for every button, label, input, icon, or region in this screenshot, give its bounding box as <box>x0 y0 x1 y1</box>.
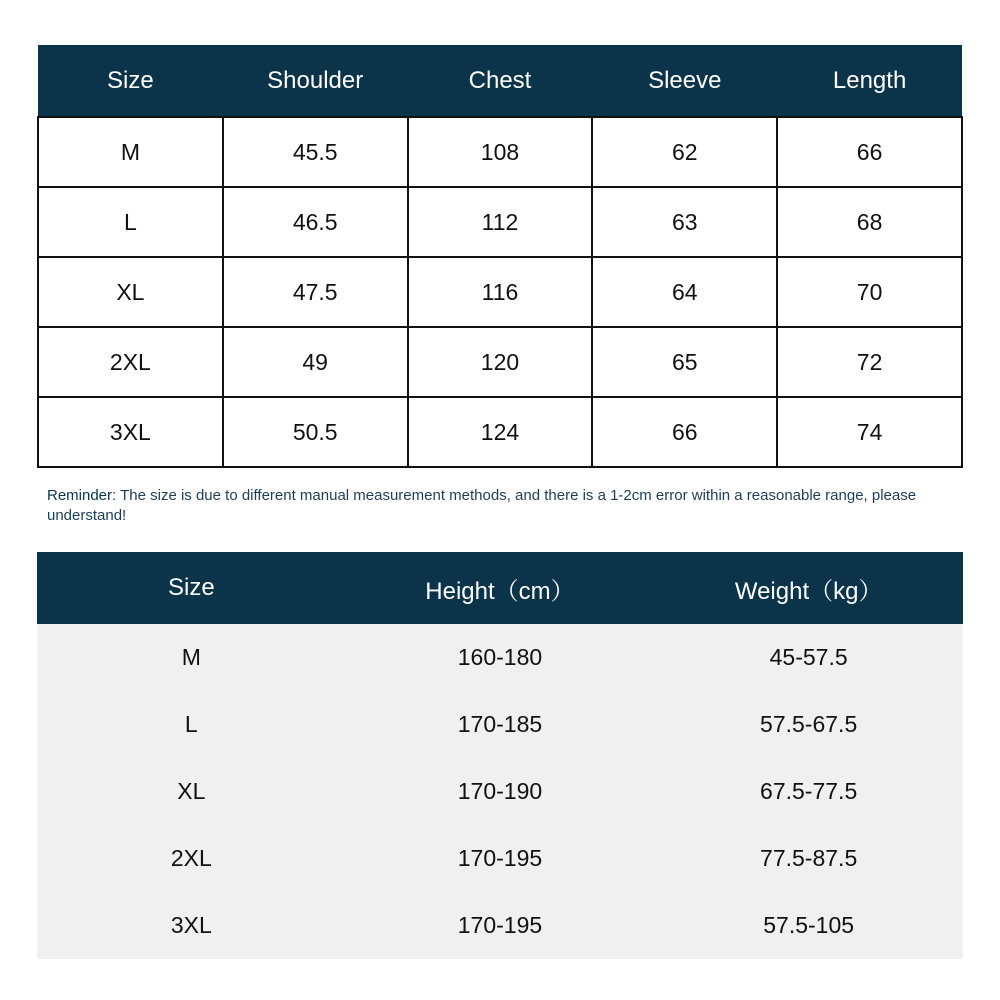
header-weight: Weight（kg） <box>654 552 963 624</box>
cell-shoulder: 47.5 <box>223 257 408 327</box>
cell-size: 3XL <box>38 397 223 467</box>
header-shoulder: Shoulder <box>223 45 408 117</box>
cell-height: 170-195 <box>457 845 543 871</box>
cell-weight: 45-57.5 <box>769 644 848 670</box>
cell-height: 170-185 <box>457 711 543 737</box>
table-row <box>38 257 962 327</box>
cell-chest: 120 <box>408 327 593 397</box>
cell-sleeve: 65 <box>592 327 777 397</box>
cell-size: M <box>38 117 223 187</box>
cell-size: XL <box>177 778 206 804</box>
header-length: Length <box>777 45 962 117</box>
fit-table <box>37 552 963 959</box>
cell-length: 68 <box>777 187 962 257</box>
table-row <box>37 691 963 758</box>
table-row <box>37 825 963 892</box>
cell-length: 72 <box>777 327 962 397</box>
table-row <box>37 892 963 959</box>
header-size: Size <box>37 552 346 624</box>
cell-sleeve: 63 <box>592 187 777 257</box>
cell-size: 3XL <box>170 912 212 938</box>
cell-size: M <box>181 644 201 670</box>
cell-size: L <box>184 711 198 737</box>
header-sleeve: Sleeve <box>592 45 777 117</box>
cell-height: 170-195 <box>457 912 543 938</box>
cell-size: 2XL <box>170 845 212 871</box>
fit-header-row <box>37 552 963 624</box>
cell-sleeve: 62 <box>592 117 777 187</box>
cell-chest: 124 <box>408 397 593 467</box>
cell-chest: 112 <box>408 187 593 257</box>
reminder-lead: Reminder <box>47 487 113 504</box>
cell-weight: 77.5-87.5 <box>760 845 858 871</box>
header-height: Height（cm） <box>346 552 655 624</box>
cell-sleeve: 64 <box>592 257 777 327</box>
cell-sleeve: 66 <box>592 397 777 467</box>
reminder-note <box>47 486 962 526</box>
reminder-text: : The size is due to different manual measurement methods, and there is a 1-2cm error within a reasonable range, please understand! <box>47 487 917 524</box>
cell-weight: 67.5-77.5 <box>760 778 858 804</box>
cell-size: L <box>38 187 223 257</box>
cell-length: 66 <box>777 117 962 187</box>
table-row <box>38 397 962 467</box>
cell-chest: 108 <box>408 117 593 187</box>
cell-height: 160-180 <box>457 644 543 670</box>
cell-height: 170-190 <box>457 778 543 804</box>
table-row <box>38 187 962 257</box>
table-row <box>38 327 962 397</box>
table-row <box>37 624 963 691</box>
table-row <box>38 117 962 187</box>
cell-weight: 57.5-67.5 <box>760 711 858 737</box>
cell-length: 70 <box>777 257 962 327</box>
measurement-table <box>37 45 963 468</box>
cell-size: XL <box>38 257 223 327</box>
cell-size: 2XL <box>38 327 223 397</box>
cell-chest: 116 <box>408 257 593 327</box>
cell-shoulder: 45.5 <box>223 117 408 187</box>
cell-shoulder: 50.5 <box>223 397 408 467</box>
cell-weight: 57.5-105 <box>763 912 855 938</box>
cell-shoulder: 46.5 <box>223 187 408 257</box>
cell-length: 74 <box>777 397 962 467</box>
table-row <box>37 758 963 825</box>
header-chest: Chest <box>408 45 593 117</box>
cell-shoulder: 49 <box>223 327 408 397</box>
measurement-header-row <box>38 45 962 117</box>
header-size: Size <box>38 45 223 117</box>
